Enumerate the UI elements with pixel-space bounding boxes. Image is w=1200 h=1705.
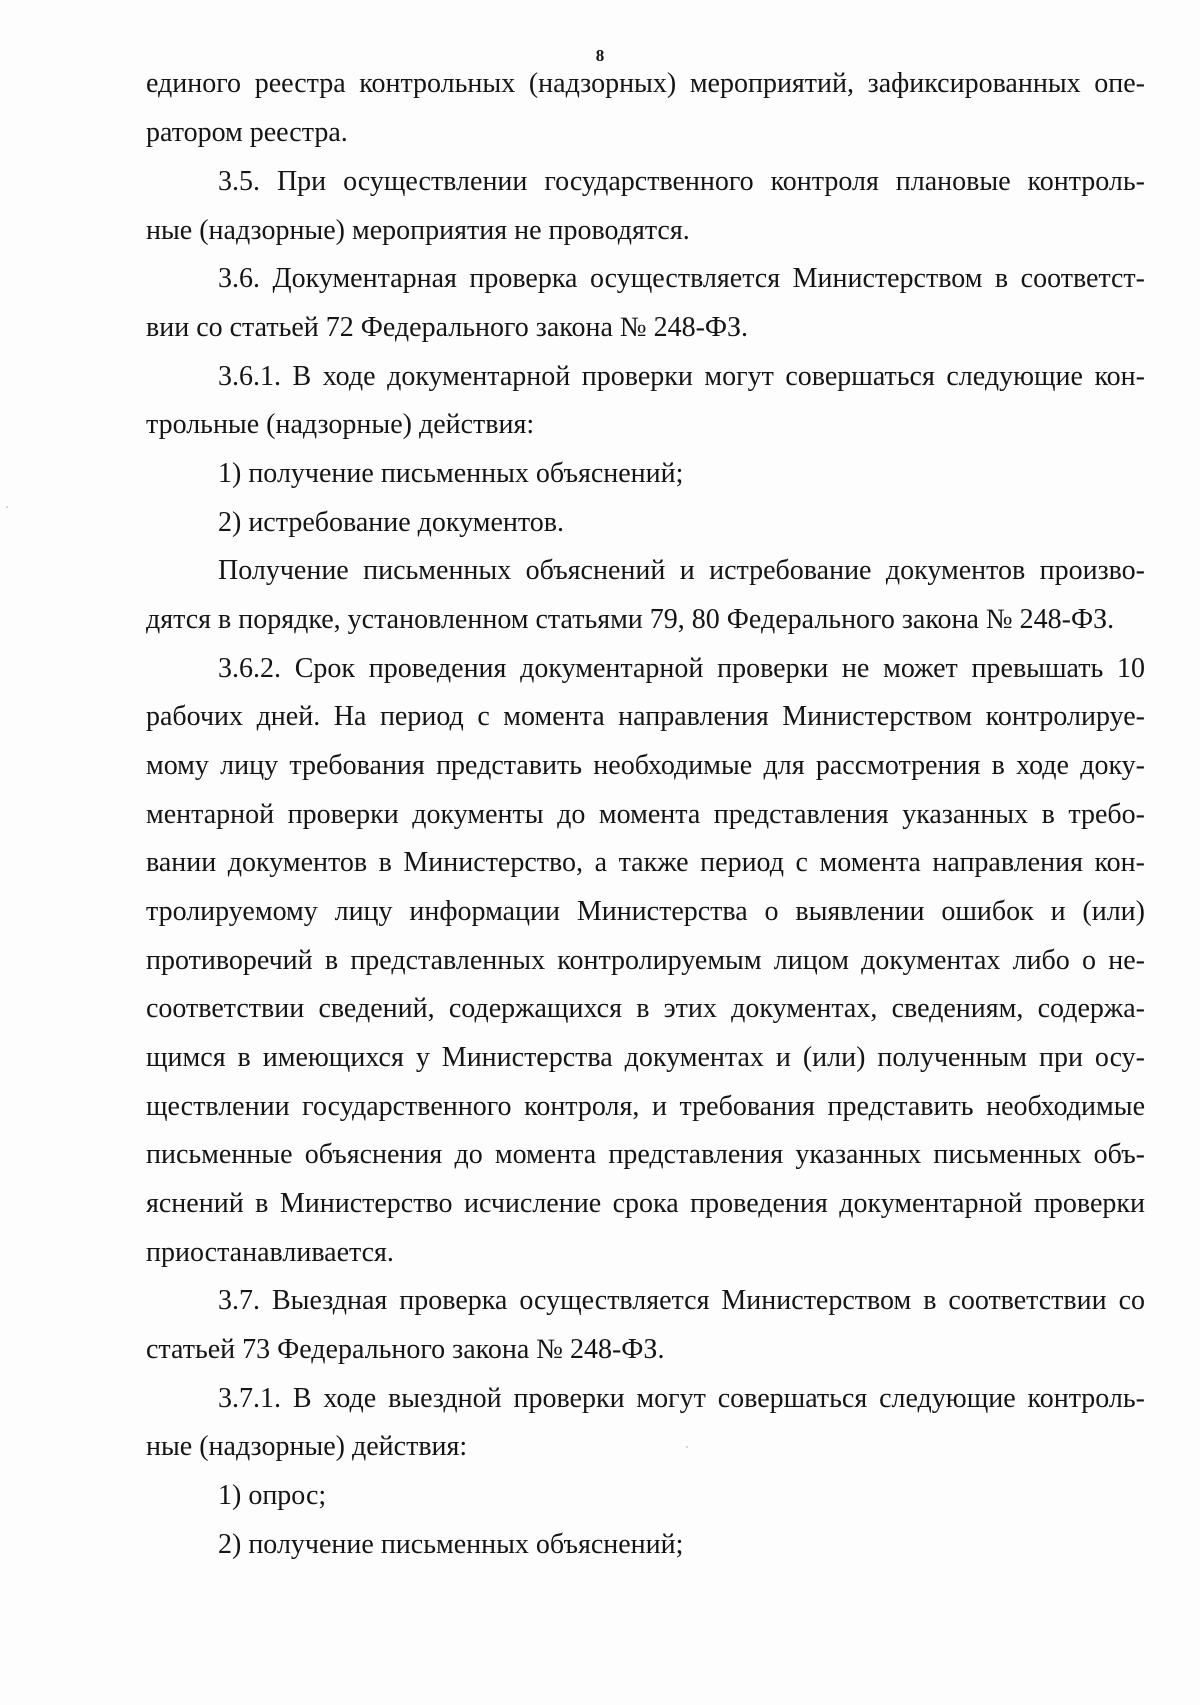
text-line: щимся в имеющихся у Министерства документах и (или) полученным при осу- (146, 1042, 1145, 1073)
text-line: тролируемому лицу информации Министерства о выявлении ошибок и (или) (146, 896, 1145, 927)
paragraph-start: 3.6.1. В ходе документарной проверки могут совершаться следующие кон- (218, 361, 1145, 392)
text-line: соответствии сведений, содержащихся в этих документах, сведениям, содержа- (146, 993, 1145, 1024)
paragraph-start: 3.5. При осуществлении государственного контроля плановые контроль- (218, 166, 1145, 197)
text-line: ные (надзорные) мероприятия не проводятся. (146, 215, 690, 246)
text-line: вии со статьей 72 Федерального закона № 248-ФЗ. (146, 312, 749, 343)
text-line: приостанавливается. (146, 1237, 394, 1268)
text-line: вании документов в Министерство, а также период с момента направления кон- (146, 847, 1145, 878)
paragraph-start: 3.6. Документарная проверка осуществляется Министерством в соответст- (218, 263, 1145, 294)
paragraph-start: 3.7. Выездная проверка осуществляется Министерством в соответствии со (218, 1285, 1145, 1316)
text-line: мому лицу требования представить необходимые для рассмотрения в ходе доку- (146, 750, 1145, 781)
page-number: 8 (595, 46, 605, 65)
text-line: ные (надзорные) действия: (146, 1431, 468, 1462)
text-line: ментарной проверки документы до момента представления указанных в требо- (146, 799, 1145, 830)
list-item: 2) получение письменных объяснений; (218, 1529, 684, 1560)
paragraph-start: Получение письменных объяснений и истребование документов произво- (218, 555, 1145, 586)
text-line: ществлении государственного контроля, и требования представить необходимые (146, 1091, 1145, 1122)
paragraph-start: 3.6.2. Срок проведения документарной проверки не может превышать 10 (218, 653, 1145, 684)
list-item: 1) получение письменных объяснений; (218, 458, 684, 489)
list-item: 1) опрос; (218, 1480, 327, 1511)
text-line: рабочих дней. На период с момента направления Министерством контролируе- (146, 701, 1145, 732)
text-line: единого реестра контрольных (надзорных) мероприятий, зафиксированных опе- (146, 68, 1145, 99)
scan-speck (686, 1446, 688, 1448)
text-line: дятся в порядке, установленном статьями 79, 80 Федерального закона № 248-ФЗ. (146, 604, 1115, 635)
paragraph-start: 3.7.1. В ходе выездной проверки могут совершаться следующие контроль- (218, 1383, 1145, 1414)
scan-speck (6, 506, 8, 508)
text-line: трольные (надзорные) действия: (146, 409, 535, 440)
list-item: 2) истребование документов. (218, 507, 564, 538)
text-line: ратором реестра. (146, 117, 348, 148)
text-line: статьей 73 Федерального закона № 248-ФЗ. (146, 1334, 665, 1365)
text-line: противоречий в представленных контролируемым лицом документах либо о не- (146, 945, 1145, 976)
text-line: письменные объяснения до момента представления указанных письменных объ- (146, 1139, 1145, 1170)
text-line: яснений в Министерство исчисление срока проведения документарной проверки (146, 1188, 1145, 1219)
